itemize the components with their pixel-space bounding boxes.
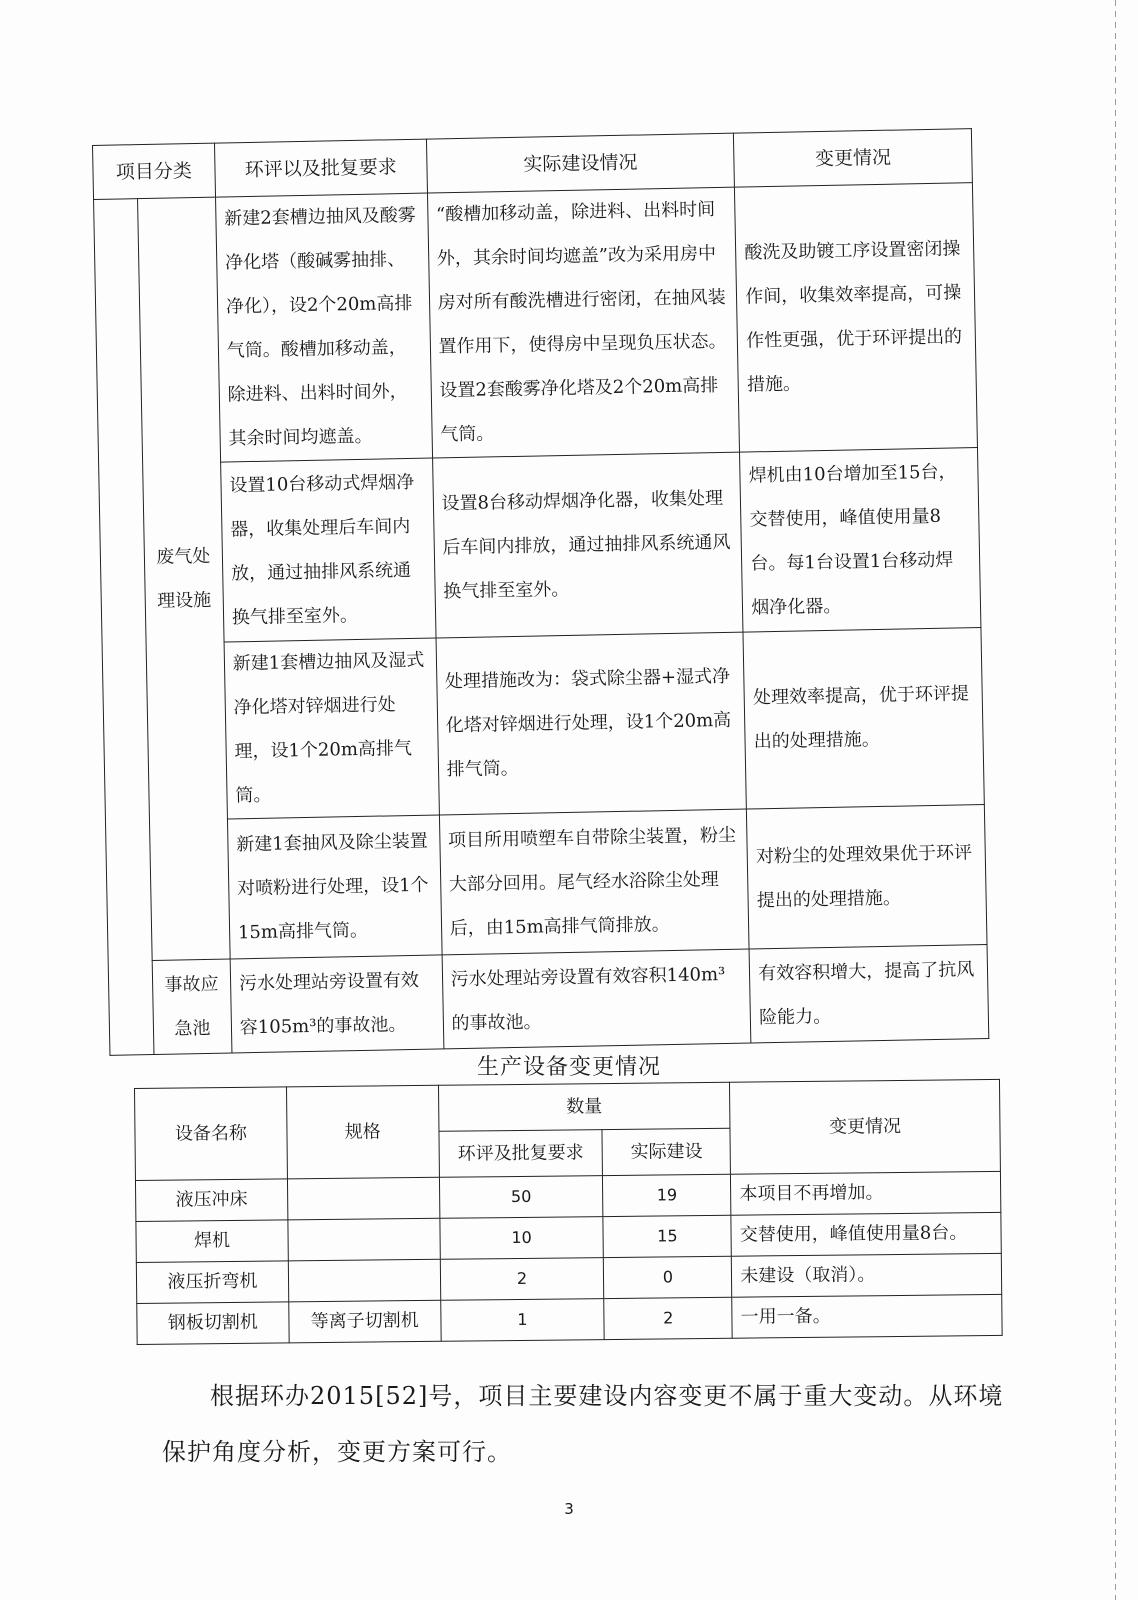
header-built: 实际建设 — [602, 1128, 730, 1175]
equipment-required: 10 — [440, 1217, 604, 1260]
requirement-cell: 污水处理站旁设置有效容105m³的事故池。 — [230, 955, 444, 1053]
group-waste-gas: 废气处理设施 — [137, 197, 230, 960]
equipment-built: 2 — [604, 1297, 732, 1339]
equipment-change: 一用一备。 — [732, 1294, 1002, 1338]
page-number: 3 — [564, 1500, 574, 1518]
equipment-spec — [288, 1218, 440, 1261]
table-row — [137, 1294, 1002, 1344]
table-row — [105, 804, 987, 961]
equipment-change: 未建设（取消）。 — [732, 1253, 1002, 1297]
actual-cell: 污水处理站旁设置有效容积140m³的事故池。 — [442, 949, 751, 1049]
change-cell: 有效容积增大，提高了抗风险能力。 — [749, 944, 989, 1043]
actual-cell: “酸槽加移动盖，除进料、出料时间外，其余时间均遮盖”改为采用房中房对所有酸洗槽进行密闭，在抽风装置作用下，使得房中呈现负压状态。设置2套酸雾净化塔及2个20m高排气筒。 — [427, 187, 740, 458]
equipment-required: 1 — [440, 1299, 604, 1342]
header-category: 项目分类 — [93, 143, 216, 199]
table-row — [99, 448, 981, 645]
table-header-row — [135, 1079, 1000, 1134]
equipment-name: 液压冲床 — [135, 1179, 287, 1222]
group-emergency: 事故应急池 — [152, 959, 232, 1054]
change-cell: 酸洗及助镀工序设置密闭操作间，收集效率提高，可操作性更强，优于环评提出的措施。 — [735, 183, 978, 453]
equipment-name: 钢板切割机 — [137, 1302, 289, 1345]
scan-edge-line — [1115, 0, 1116, 1600]
actual-cell: 项目所用喷塑车自带除尘装置，粉尘大部分回用。尾气经水浴除尘处理后，由15m高排气筒排放。 — [439, 809, 749, 955]
construction-change-table — [92, 128, 989, 1056]
equipment-required: 50 — [439, 1176, 603, 1219]
header-change: 变更情况 — [734, 129, 973, 188]
table-row — [94, 183, 978, 465]
header-actual: 实际建设情况 — [426, 133, 735, 193]
change-cell: 对粉尘的处理效果优于环评提出的处理措施。 — [747, 804, 987, 949]
table-row — [108, 944, 989, 1055]
equipment-name: 液压折弯机 — [136, 1261, 288, 1304]
equipment-built: 0 — [604, 1256, 732, 1298]
header-requirement: 环评以及批复要求 — [214, 139, 427, 197]
equipment-built: 19 — [603, 1174, 731, 1216]
requirement-cell: 设置10台移动式焊烟净器，收集处理后车间内放，通过抽排风系统通换气排至室外。 — [220, 458, 435, 642]
actual-cell: 设置8台移动焊烟净化器，收集处理后车间内排放，通过抽排风系统通风换气排至室外。 — [432, 452, 743, 638]
header-name: 设备名称 — [135, 1087, 288, 1181]
equipment-name: 焊机 — [136, 1220, 288, 1263]
change-cell: 处理效率提高，优于环评提出的处理措施。 — [743, 628, 984, 810]
conclusion-paragraph: 根据环办2015[52]号，项目主要建设内容变更不属于重大变动。从环境保护角度分析，变更方案可行。 — [162, 1382, 1004, 1466]
equipment-table-caption: 生产设备变更情况 — [476, 1055, 661, 1080]
equipment-change: 本项目不再增加。 — [731, 1171, 1001, 1215]
equipment-spec: 等离子切割机 — [289, 1300, 441, 1343]
equipment-change: 交替使用，峰值使用量8台。 — [731, 1212, 1001, 1256]
equipment-change-table — [134, 1079, 1003, 1345]
requirement-cell: 新建2套槽边抽风及酸雾净化塔（酸碱雾抽排、净化），设2个20m高排气筒。酸槽加移动盖，除进料、出料时间外，其余时间均遮盖。 — [215, 193, 432, 462]
change-cell: 焊机由10台增加至15台，交替使用，峰值使用量8台。每1台设置1台移动焊烟净化器。 — [740, 448, 981, 633]
actual-cell: 处理措施改为：袋式除尘器+湿式净化塔对锌烟进行处理，设1个20m高排气筒。 — [436, 632, 747, 815]
header-required: 环评及批复要求 — [439, 1130, 603, 1178]
requirement-cell: 新建1套抽风及除尘装置对喷粉进行处理，设1个15m高排气筒。 — [227, 815, 441, 959]
equipment-built: 15 — [603, 1215, 731, 1257]
table-row — [102, 628, 984, 822]
header-quantity: 数量 — [438, 1082, 730, 1131]
equipment-spec — [288, 1259, 440, 1302]
header-spec: 规格 — [286, 1085, 439, 1179]
equipment-required: 2 — [440, 1258, 604, 1301]
header-change: 变更情况 — [730, 1079, 1001, 1174]
equipment-spec — [287, 1177, 439, 1220]
requirement-cell: 新建1套槽边抽风及湿式净化塔对锌烟进行处理，设1个20m高排气筒。 — [224, 638, 439, 819]
